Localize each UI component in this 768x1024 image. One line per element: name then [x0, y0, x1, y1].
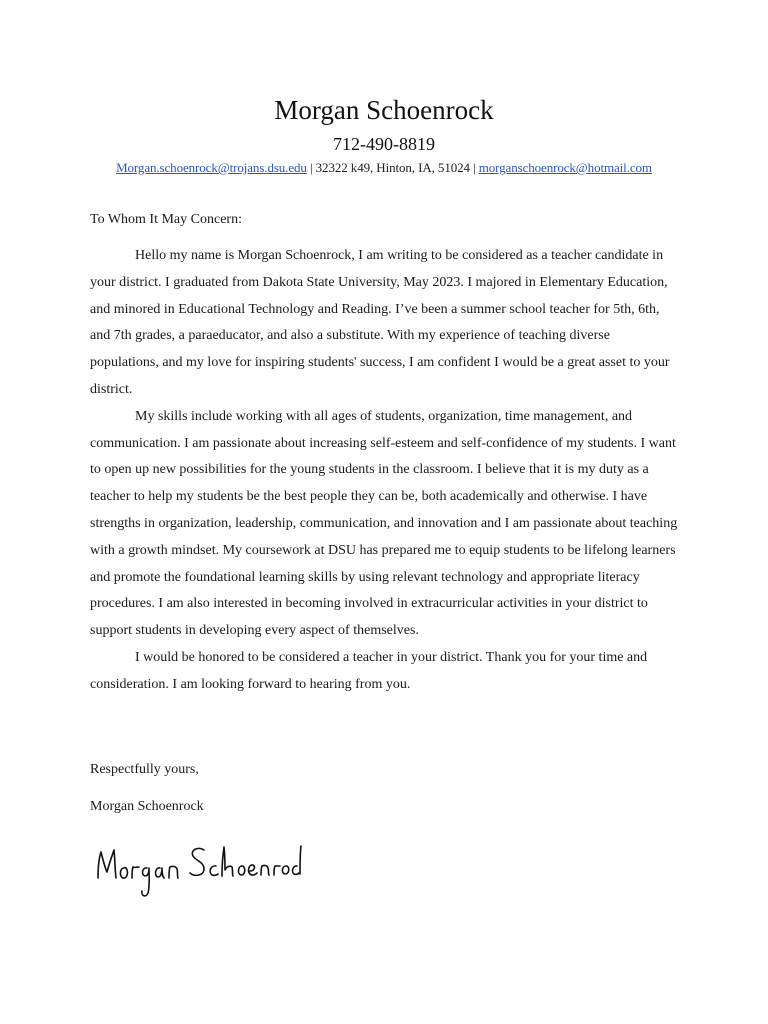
- sender-phone: 712-490-8819: [333, 134, 435, 154]
- body-paragraph-intro: Hello my name is Morgan Schoenrock, I am writing to be considered as a teacher candidate in your district. I graduated from Dakota State University, May 2023. I majored in Elementary Education, and minored in Educational Technology and Reading. I’ve been a summer school teacher for 5th, 6th, and 7th grades, a paraeducator, and also a substitute. With my experience of teaching diverse populations, and my love for inspiring students' success, I am confident I would be a great asset to your district.: [90, 248, 670, 397]
- body-paragraph-closing: I would be honored to be considered a teacher in your district. Thank you for your time and consideration. I am looking forward to hearing from you.: [90, 649, 648, 692]
- salutation: To Whom It May Concern:: [90, 212, 242, 227]
- primary-email-link[interactable]: Morgan.schoenrock@trojans.dsu.edu: [116, 160, 307, 175]
- sender-name-heading: Morgan Schoenrock: [274, 95, 494, 125]
- letter-body: [90, 243, 682, 699]
- contact-separator: |: [469, 160, 479, 175]
- contact-separator: |: [306, 160, 316, 175]
- closing-line: Respectfully yours,: [90, 762, 199, 777]
- signer-name: Morgan Schoenrock: [90, 799, 204, 814]
- secondary-email-link[interactable]: morganschoenrock@hotmail.com: [478, 160, 652, 175]
- handwritten-signature: [92, 838, 302, 908]
- body-paragraph-skills: My skills include working with all ages of students, organization, time management, and communication. I am passionate about increasing self-esteem and self-confidence of my students. I want to open up new possibilities for the young students in the classroom. I believe that it is my duty as a teacher to help my students be the best people they can be, both academically and otherwise. I have strengths in organization, leadership, communication, and innovation and I am passionate about teaching with a growth mindset. My coursework at DSU has prepared me to equip students to be lifelong learners and promote the foundational learning skills by using relevant technology and appropriate literacy procedures. I am also interested in becoming involved in extracurricular activities in your district to support students in developing every aspect of themselves.: [90, 408, 678, 639]
- contact-line: [0, 158, 768, 178]
- sender-address: 32322 k49, Hinton, IA, 51024: [315, 160, 470, 175]
